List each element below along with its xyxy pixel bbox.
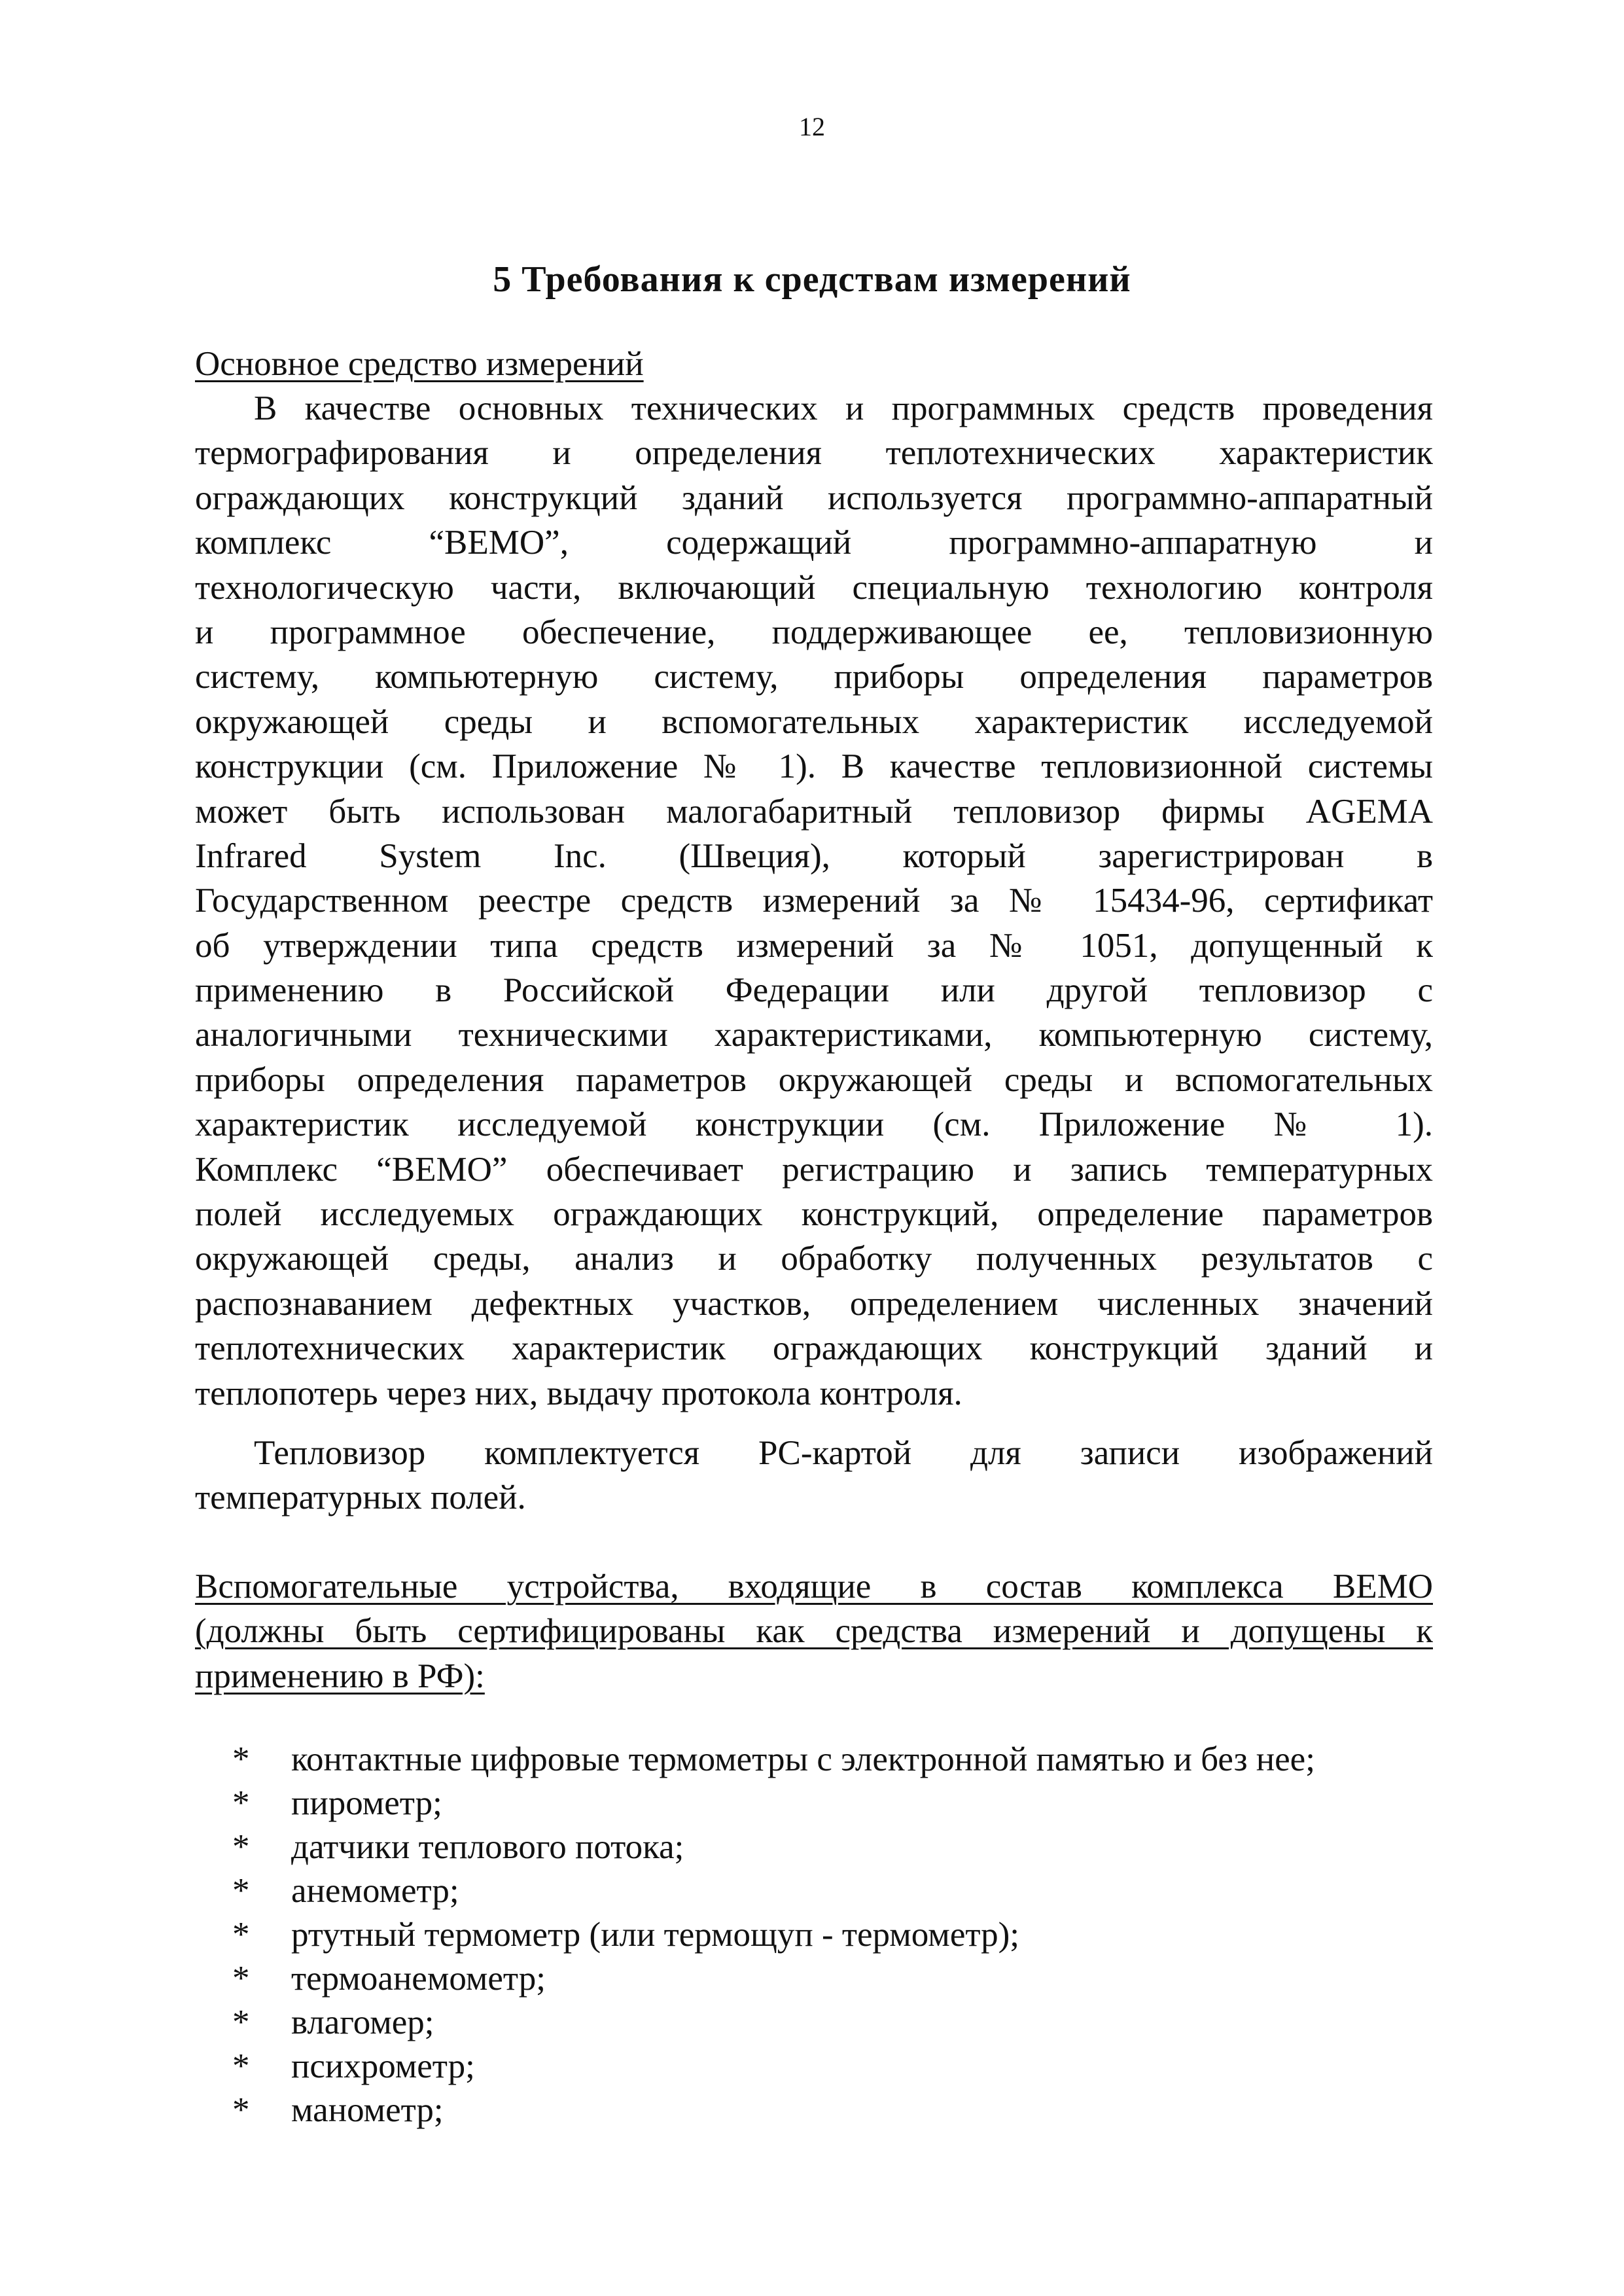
- paragraph-line: ограждающих конструкций зданий используется программно-аппаратный: [195, 478, 1433, 517]
- section-heading: 5 Требования к средствам измерений: [493, 259, 1131, 300]
- paragraph-line: полей исследуемых ограждающих конструкций, определение параметров: [195, 1195, 1433, 1234]
- bullet-asterisk: *: [232, 2091, 250, 2129]
- main-instrument-subtitle: Основное средство измерений: [195, 345, 644, 383]
- list-item-text: влагомер;: [291, 2003, 434, 2041]
- aux-devices-subtitle: [195, 1564, 1433, 1698]
- list-item: [232, 2045, 1436, 2089]
- bullet-asterisk: *: [232, 2003, 250, 2041]
- paragraph-line: конструкции (см. Приложение № 1). В качестве тепловизионной системы: [195, 747, 1433, 786]
- bullet-asterisk: *: [232, 1916, 250, 1954]
- list-item: [232, 1738, 1436, 1782]
- paragraph-line: систему, компьютерную систему, приборы определения параметров: [195, 658, 1433, 696]
- paragraph-line: Комплекс “ВЕМО” обеспечивает регистрацию и запись температурных: [195, 1150, 1433, 1189]
- list-item-text: датчики теплового потока;: [291, 1828, 684, 1866]
- page-number: 12: [799, 112, 825, 141]
- paragraph-line: окружающей среды, анализ и обработку полученных результатов с: [195, 1240, 1433, 1278]
- paragraph-line: Государственном реестре средств измерений за № 15434-96, сертификат: [195, 882, 1433, 920]
- paragraph-line: приборы определения параметров окружающей среды и вспомогательных: [195, 1060, 1433, 1099]
- aux-devices-list: [232, 1738, 1436, 2132]
- list-item-text: манометр;: [291, 2091, 444, 2129]
- bullet-asterisk: *: [232, 1828, 250, 1866]
- aux-subtitle-line: применению в РФ):: [195, 1657, 485, 1695]
- bullet-asterisk: *: [232, 1740, 250, 1778]
- list-item: [232, 1825, 1436, 1869]
- main-instrument-subtitle-block: [195, 342, 1433, 386]
- list-item: [232, 1869, 1436, 1913]
- bullet-asterisk: *: [232, 2047, 250, 2085]
- paragraph-line: применению в Российской Федерации или другой тепловизор с: [195, 971, 1433, 1010]
- list-item: [232, 1957, 1436, 2001]
- paragraph-line: теплопотерь через них, выдачу протокола контроля.: [195, 1374, 962, 1412]
- bullet-asterisk: *: [232, 1872, 250, 1910]
- thermal-imager-paragraph: [195, 1431, 1433, 1520]
- paragraph-line: В качестве основных технических и программных средств проведения: [254, 389, 1433, 427]
- list-item-text: контактные цифровые термометры с электронной памятью и без нее;: [291, 1740, 1315, 1778]
- list-item-text: психрометр;: [291, 2047, 475, 2085]
- paragraph-line: аналогичными техническими характеристиками, компьютерную систему,: [195, 1016, 1433, 1054]
- paragraph-line: может быть использован малогабаритный тепловизор фирмы AGEMA: [195, 792, 1433, 831]
- paragraph-line: температурных полей.: [195, 1479, 526, 1517]
- paragraph-line: комплекс “ВЕМО”, содержащий программно-аппаратную и: [195, 524, 1433, 562]
- list-item-text: ртутный термометр (или термощуп - термометр);: [291, 1916, 1020, 1954]
- paragraph-line: распознаванием дефектных участков, определением численных значений: [195, 1284, 1433, 1323]
- paragraph-line: и программное обеспечение, поддерживающее ее, тепловизионную: [195, 613, 1433, 651]
- list-item-text: анемометр;: [291, 1872, 459, 1910]
- main-instrument-paragraph: [195, 386, 1433, 1416]
- list-item-text: термоанемометр;: [291, 1960, 546, 1998]
- bullet-asterisk: *: [232, 1960, 250, 1998]
- paragraph-line: Infrared System Inc. (Швеция), который зарегистрирован в: [195, 836, 1433, 875]
- paragraph-line: Тепловизор комплектуется PC-картой для записи изображений: [254, 1434, 1433, 1472]
- list-item: [232, 2001, 1436, 2045]
- list-item: [232, 1782, 1436, 1825]
- list-item: [232, 1913, 1436, 1957]
- aux-subtitle-line: Вспомогательные устройства, входящие в состав комплекса ВЕМО: [195, 1568, 1433, 1605]
- paragraph-line: термографирования и определения теплотехнических характеристик: [195, 434, 1433, 473]
- paragraph-line: характеристик исследуемой конструкции (см. Приложение № 1).: [195, 1105, 1433, 1144]
- paragraph-line: теплотехнических характеристик ограждающих конструкций зданий и: [195, 1329, 1433, 1368]
- list-item: [232, 2089, 1436, 2132]
- paragraph-line: технологическую части, включающий специальную технологию контроля: [195, 568, 1433, 607]
- list-item-text: пирометр;: [291, 1784, 442, 1822]
- bullet-asterisk: *: [232, 1784, 250, 1822]
- paragraph-line: об утверждении типа средств измерений за № 1051, допущенный к: [195, 926, 1433, 965]
- paragraph-line: окружающей среды и вспомогательных характеристик исследуемой: [195, 702, 1433, 741]
- aux-subtitle-line: (должны быть сертифицированы как средства измерений и допущены к: [195, 1612, 1433, 1651]
